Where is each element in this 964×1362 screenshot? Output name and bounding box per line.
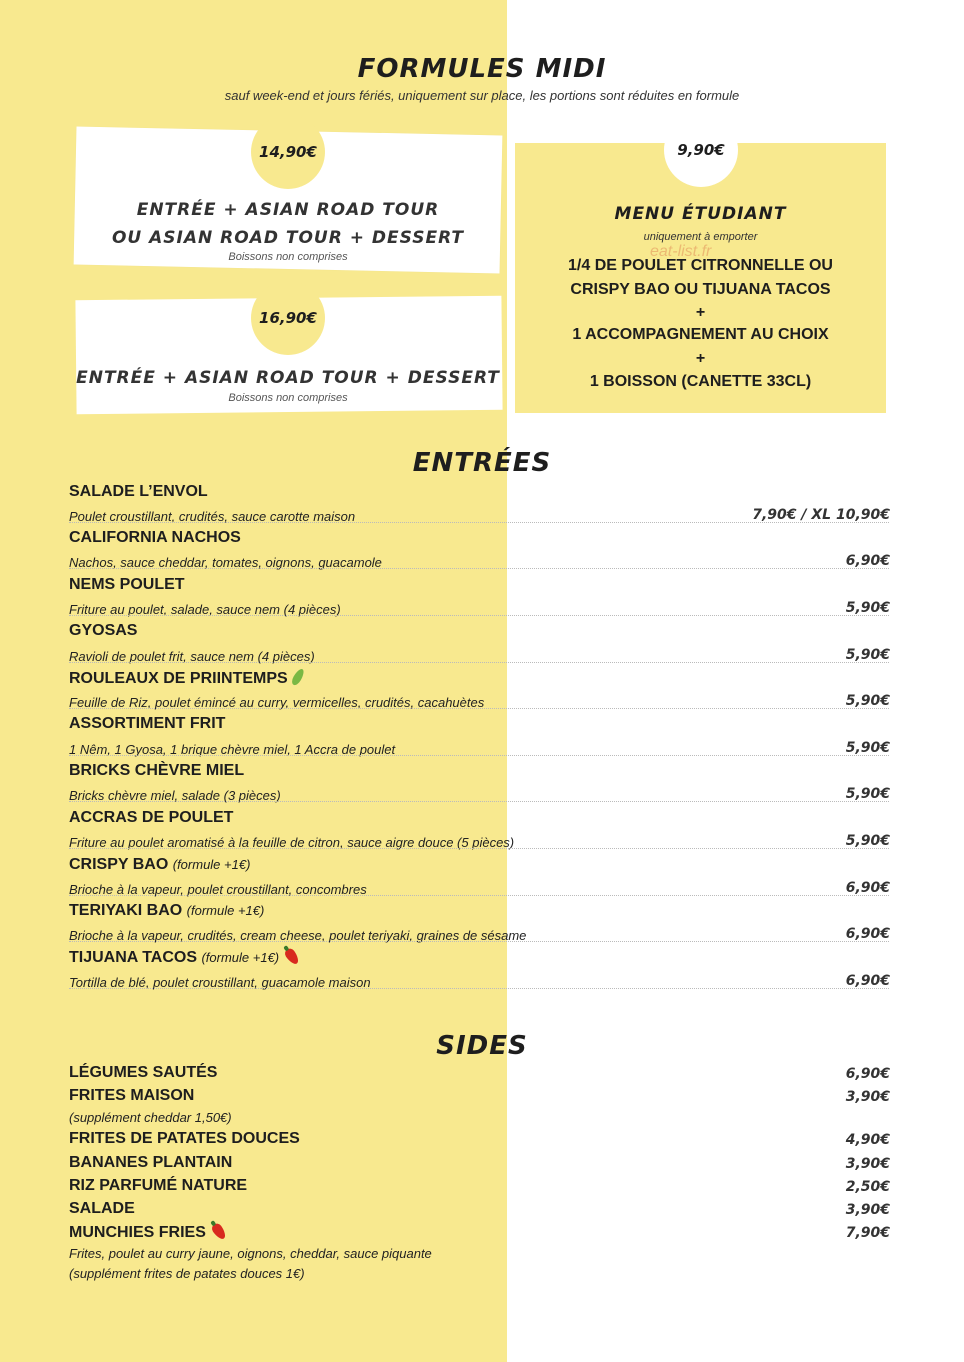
entree-item-extra: (formule +1€) (172, 857, 251, 872)
entree-item-desc: Nachos, sauce cheddar, tomates, oignons, guacamole (69, 555, 382, 570)
side-item-price: 4,90€ (845, 1132, 890, 1148)
leader-dots (69, 895, 889, 896)
side-item-price: 3,90€ (845, 1202, 890, 1218)
entree-item-name: BRICKS CHÈVRE MIEL (69, 762, 245, 779)
side-item-desc: (supplément cheddar 1,50€) (69, 1110, 232, 1125)
side-item-price: 7,90€ (845, 1225, 890, 1241)
student-menu-price: 9,90€ (664, 113, 738, 187)
entrees-title: ENTRÉES (412, 448, 552, 478)
side-item-name: BANANES PLANTAIN (69, 1154, 233, 1171)
formules-subtitle: sauf week-end et jours fériés, uniquement sur place, les portions sont réduites en formule (224, 88, 740, 103)
entree-item-name (69, 668, 302, 688)
vegetarian-leaf-icon (290, 667, 306, 687)
side-item-name: LÉGUMES SAUTÉS (69, 1064, 218, 1081)
entree-item-price: 6,90€ (845, 553, 890, 569)
side-item-desc: (supplément frites de patates douces 1€) (69, 1266, 305, 1281)
entree-item-desc: Friture au poulet aromatisé à la feuille de citron, sauce aigre douce (5 pièces) (69, 835, 515, 850)
chili-pepper-icon (210, 1222, 228, 1242)
leader-dots (69, 848, 889, 849)
formule-1-line-2: OU ASIAN ROAD TOUR + DESSERT (111, 228, 465, 248)
sides-title: SIDES (436, 1031, 528, 1061)
entree-item-desc: Tortilla de blé, poulet croustillant, guacamole maison (69, 975, 371, 990)
student-menu-line-1: 1/4 DE POULET CITRONNELLE OU (568, 257, 833, 274)
entree-item-name: CALIFORNIA NACHOS (69, 529, 241, 546)
entree-item-desc: Bricks chèvre miel, salade (3 pièces) (69, 788, 281, 803)
side-item-name (69, 1223, 224, 1242)
entree-item-price: 6,90€ (845, 880, 890, 896)
side-item-price: 2,50€ (845, 1179, 890, 1195)
student-menu-note: uniquement à emporter (643, 231, 758, 243)
entree-item-desc: Brioche à la vapeur, poulet croustillant, concombres (69, 882, 367, 897)
entree-item-desc: Poulet croustillant, crudités, sauce carotte maison (69, 509, 356, 524)
student-menu-line-4: 1 BOISSON (CANETTE 33CL) (589, 373, 812, 390)
formules-title: FORMULES MIDI (357, 54, 607, 84)
entree-item-name-text: TIJUANA TACOS (69, 949, 197, 966)
entree-item-name (69, 902, 264, 920)
leader-dots (69, 662, 889, 663)
side-item-name: FRITES DE PATATES DOUCES (69, 1130, 300, 1147)
entree-item-name: ASSORTIMENT FRIT (69, 715, 226, 732)
entree-item-name-text: CRISPY BAO (69, 856, 169, 873)
entree-item-desc: Feuille de Riz, poulet émincé au curry, vermicelles, crudités, cacahuètes (69, 695, 485, 710)
formule-2-line-1: ENTRÉE + ASIAN ROAD TOUR + DESSERT (76, 368, 500, 388)
formule-1-note: Boissons non comprises (228, 251, 348, 263)
formule-2-note: Boissons non comprises (228, 392, 348, 404)
entree-item-price: 6,90€ (845, 973, 890, 989)
entree-item-desc: Friture au poulet, salade, sauce nem (4 pièces) (69, 602, 341, 617)
leader-dots (69, 615, 889, 616)
entree-item-name-text: TERIYAKI BAO (69, 902, 183, 919)
side-item-name: FRITES MAISON (69, 1087, 195, 1104)
entree-item-desc: Brioche à la vapeur, crudités, cream cheese, poulet teriyaki, graines de sésame (69, 928, 527, 943)
side-item-name: RIZ PARFUMÉ NATURE (69, 1177, 248, 1194)
watermark: eat-list.fr (650, 243, 712, 260)
entree-item-price: 5,90€ (845, 600, 890, 616)
entree-item-name: SALADE L’ENVOL (69, 483, 208, 500)
entree-item-name (69, 948, 297, 967)
student-menu-line-3: 1 ACCOMPAGNEMENT AU CHOIX (572, 326, 829, 343)
entree-item-name (69, 856, 250, 874)
side-item-desc: Frites, poulet au curry jaune, oignons, cheddar, sauce piquante (69, 1246, 432, 1261)
entree-item-extra: (formule +1€) (186, 903, 265, 918)
entree-item-name-text: ROULEAUX DE PRIINTEMPS (69, 670, 288, 687)
leader-dots (69, 708, 889, 709)
entree-item-price: 7,90€ / XL 10,90€ (752, 507, 890, 523)
entree-item-name: GYOSAS (69, 622, 138, 639)
entree-item-name: ACCRAS DE POULET (69, 809, 234, 826)
leader-dots (69, 988, 889, 989)
formule-1-price: 14,90€ (251, 115, 325, 189)
side-item-price: 3,90€ (845, 1156, 890, 1172)
formule-1-line-1: ENTRÉE + ASIAN ROAD TOUR (136, 200, 440, 220)
side-item-price: 3,90€ (845, 1089, 890, 1105)
student-menu-plus-2: + (695, 350, 706, 367)
entree-item-price: 6,90€ (845, 926, 890, 942)
entree-item-extra: (formule +1€) (201, 950, 280, 965)
leader-dots (69, 801, 889, 802)
leader-dots (69, 941, 889, 942)
student-menu-line-2: CRISPY BAO OU TIJUANA TACOS (570, 281, 831, 298)
side-item-price: 6,90€ (845, 1066, 890, 1082)
student-menu-title: MENU ÉTUDIANT (614, 204, 787, 224)
entree-item-desc: Ravioli de poulet frit, sauce nem (4 pièces) (69, 649, 315, 664)
entree-item-name: NEMS POULET (69, 576, 185, 593)
entree-item-price: 5,90€ (845, 833, 890, 849)
entree-item-desc: 1 Nêm, 1 Gyosa, 1 brique chèvre miel, 1 Accra de poulet (69, 742, 396, 757)
formule-2-price: 16,90€ (251, 281, 325, 355)
chili-pepper-icon (283, 947, 301, 967)
leader-dots (69, 755, 889, 756)
entree-item-price: 5,90€ (845, 693, 890, 709)
entree-item-price: 5,90€ (845, 740, 890, 756)
leader-dots (69, 568, 889, 569)
side-item-name: SALADE (69, 1200, 135, 1217)
entree-item-price: 5,90€ (845, 647, 890, 663)
student-menu-plus-1: + (695, 304, 706, 321)
side-item-name-text: MUNCHIES FRIES (69, 1224, 206, 1241)
entree-item-price: 5,90€ (845, 786, 890, 802)
